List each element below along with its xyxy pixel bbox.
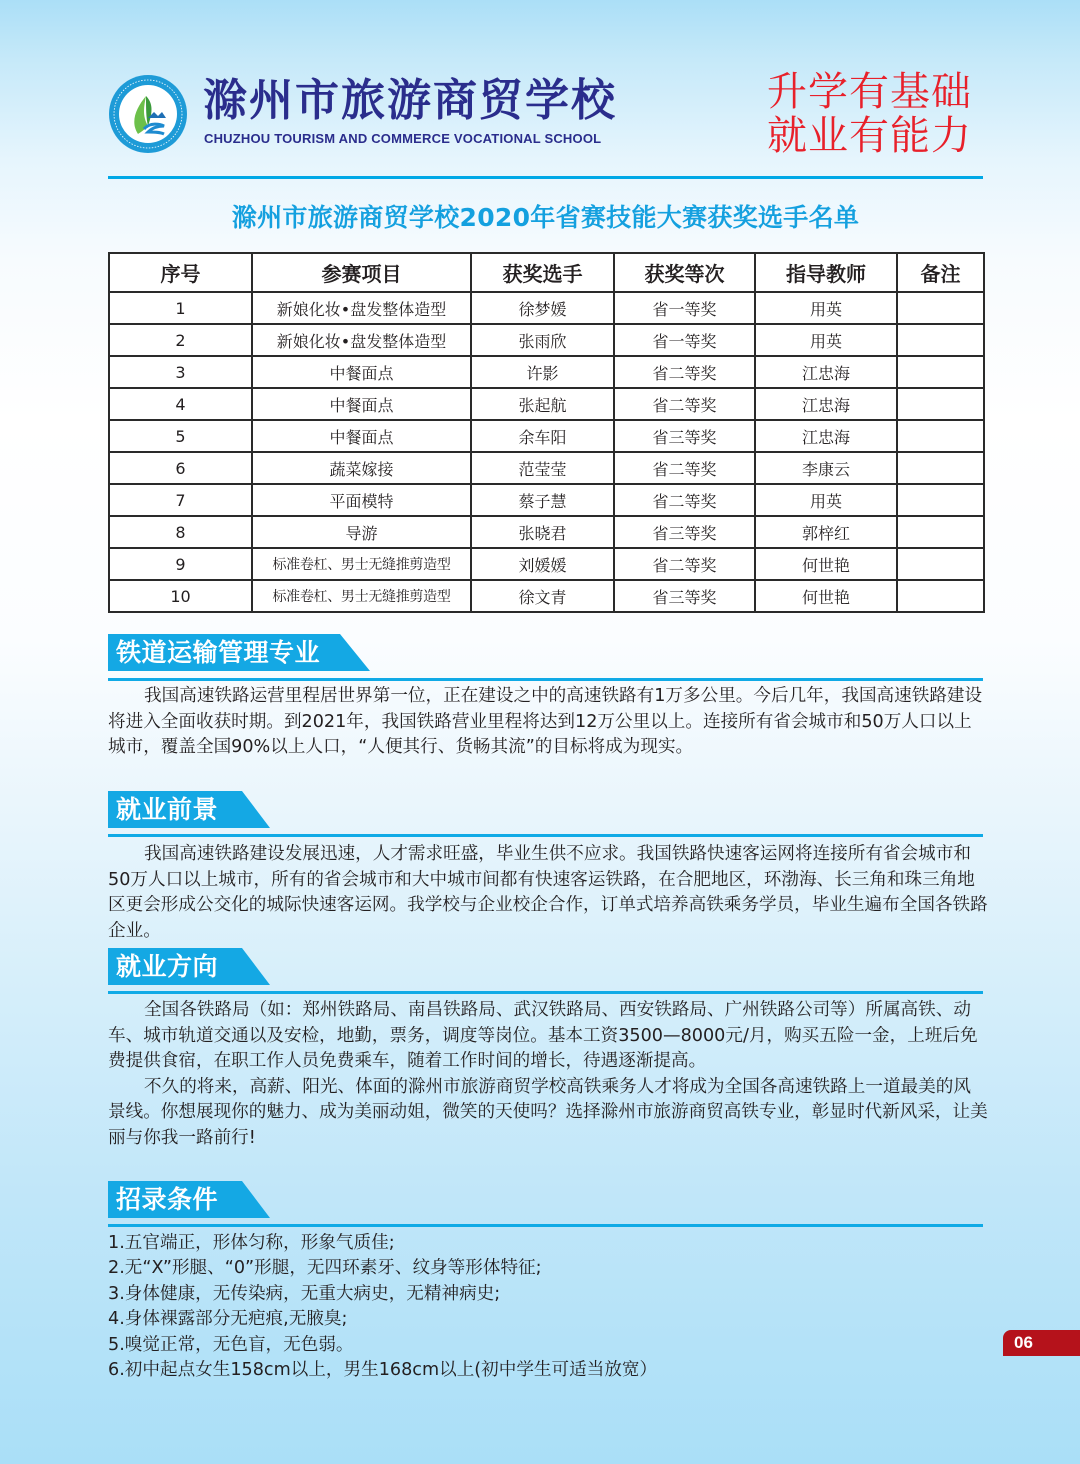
cell-winner: 张雨欣	[471, 324, 614, 356]
cell-event: 标准卷杠、男士无缝推剪造型	[252, 548, 471, 580]
paragraph: 我国高速铁路运营里程居世界第一位，正在建设之中的高速铁路有1万多公里。今后几年，我国高速铁路建设将进入全面收获时期。到2021年，我国铁路营业里程将达到12万公里以上。连接所有省会城市和50万人口以上城市，覆盖全国90%以上人口，“人便其行、货畅其流”的目标将成为现实。	[108, 686, 983, 758]
page-number: 06	[1014, 1333, 1033, 1352]
cell-teacher: 郭梓红	[755, 516, 897, 548]
column-header: 备注	[897, 253, 984, 292]
cell-winner: 张起航	[471, 388, 614, 420]
paragraph: 不久的将来，高薪、阳光、体面的滁州市旅游商贸学校高铁乘务人才将成为全国各高速铁路上一道最美的风景线。你想展现你的魅力、成为美丽动姐，微笑的天使吗？选择滁州市旅游商贸高铁专业，彰显时代新风采，让美丽与你我一路前行!	[108, 1076, 988, 1148]
table-row	[109, 516, 984, 548]
cell-remark	[897, 292, 984, 324]
cell-remark	[897, 484, 984, 516]
cell-award: 省二等奖	[614, 388, 755, 420]
cell-winner: 徐梦媛	[471, 292, 614, 324]
section-body	[108, 998, 988, 1152]
table-row	[109, 580, 984, 612]
cell-teacher: 用英	[755, 484, 897, 516]
section-title: 招录条件	[116, 1185, 219, 1214]
cell-teacher: 用英	[755, 324, 897, 356]
cell-teacher: 江忠海	[755, 420, 897, 452]
requirement-item: 4.身体裸露部分无疤痕,无腋臭;	[108, 1309, 348, 1330]
cell-teacher: 用英	[755, 292, 897, 324]
table-row	[109, 356, 984, 388]
cell-index: 8	[109, 516, 252, 548]
cell-winner: 许影	[471, 356, 614, 388]
cell-remark	[897, 388, 984, 420]
cell-award: 省二等奖	[614, 548, 755, 580]
section-title: 就业方向	[116, 952, 219, 981]
section-body	[108, 684, 988, 761]
cell-winner: 刘媛媛	[471, 548, 614, 580]
cell-index: 6	[109, 452, 252, 484]
cell-remark	[897, 548, 984, 580]
award-table	[108, 252, 985, 613]
column-header: 获奖等次	[614, 253, 755, 292]
cell-remark	[897, 452, 984, 484]
table-row	[109, 452, 984, 484]
table-row	[109, 388, 984, 420]
cell-remark	[897, 356, 984, 388]
slogan-line-1: 升学有基础	[767, 69, 972, 115]
cell-award: 省三等奖	[614, 516, 755, 548]
cell-index: 3	[109, 356, 252, 388]
school-name: 滁州市旅游商贸学校	[203, 75, 617, 126]
cell-award: 省二等奖	[614, 356, 755, 388]
slogan-line-2: 就业有能力	[767, 113, 972, 159]
cell-winner: 范莹莹	[471, 452, 614, 484]
section-title: 铁道运输管理专业	[116, 638, 321, 667]
header-divider	[108, 176, 983, 179]
cell-event: 中餐面点	[252, 420, 471, 452]
requirement-item: 1.五官端正，形体匀称，形象气质佳;	[108, 1233, 395, 1253]
table-row	[109, 548, 984, 580]
requirement-item: 2.无“X”形腿、“0”形腿，无四环素牙、纹身等形体特征;	[108, 1258, 542, 1279]
requirement-item: 3.身体健康，无传染病，无重大病史，无精神病史;	[108, 1283, 501, 1304]
cell-index: 5	[109, 420, 252, 452]
section-divider	[108, 834, 983, 837]
paragraph: 全国各铁路局（如：郑州铁路局、南昌铁路局、武汉铁路局、西安铁路局、广州铁路公司等）所属高铁、动车、城市轨道交通以及安检，地勤，票务，调度等岗位。基本工资3500—8000元/月，购买五险一金，上班后免费提供食宿，在职工作人员免费乘车，随着工作时间的增长，待遇逐渐提高。	[108, 1000, 978, 1072]
cell-remark	[897, 580, 984, 612]
column-header: 参赛项目	[252, 253, 471, 292]
column-header: 指导教师	[755, 253, 897, 292]
table-title: 滁州市旅游商贸学校2020年省赛技能大赛获奖选手名单	[231, 203, 860, 232]
cell-event: 标准卷杠、男士无缝推剪造型	[252, 580, 471, 612]
cell-award: 省三等奖	[614, 420, 755, 452]
cell-winner: 蔡子慧	[471, 484, 614, 516]
requirement-item: 5.嗅觉正常，无色盲，无色弱。	[108, 1334, 354, 1355]
cell-award: 省三等奖	[614, 580, 755, 612]
cell-index: 2	[109, 324, 252, 356]
cell-award: 省一等奖	[614, 292, 755, 324]
table-row	[109, 292, 984, 324]
cell-award: 省一等奖	[614, 324, 755, 356]
cell-teacher: 江忠海	[755, 356, 897, 388]
requirements-list	[108, 1231, 988, 1383]
school-name-english: CHUZHOU TOURISM AND COMMERCE VOCATIONAL SCHOOL	[204, 131, 602, 146]
cell-remark	[897, 324, 984, 356]
cell-index: 7	[109, 484, 252, 516]
cell-index: 9	[109, 548, 252, 580]
cell-winner: 余车阳	[471, 420, 614, 452]
cell-event: 新娘化妆•盘发整体造型	[252, 324, 471, 356]
section-body	[108, 842, 988, 944]
section-divider	[108, 678, 983, 681]
cell-teacher: 江忠海	[755, 388, 897, 420]
cell-winner: 徐文青	[471, 580, 614, 612]
cell-event: 平面模特	[252, 484, 471, 516]
table-row	[109, 484, 984, 516]
paragraph: 我国高速铁路建设发展迅速，人才需求旺盛，毕业生供不应求。我国铁路快速客运网将连接所有省会城市和50万人口以上城市，所有的省会城市和大中城市间都有快速客运铁路，在合肥地区，环渤海、长三角和珠三角地区更会形成公交化的城际快速客运网。我学校与企业校企合作，订单式培养高铁乘务学员，毕业生遍布全国各铁路企业。	[108, 844, 988, 941]
section-divider	[108, 1224, 983, 1227]
requirement-item: 6.初中起点女生158cm以上，男生168cm以上(初中学生可适当放宽）	[108, 1360, 658, 1381]
cell-award: 省二等奖	[614, 452, 755, 484]
cell-event: 中餐面点	[252, 388, 471, 420]
table-row	[109, 324, 984, 356]
cell-index: 10	[109, 580, 252, 612]
cell-event: 新娘化妆•盘发整体造型	[252, 292, 471, 324]
school-emblem-icon	[108, 74, 188, 154]
cell-event: 蔬菜嫁接	[252, 452, 471, 484]
section-divider	[108, 991, 983, 994]
cell-remark	[897, 516, 984, 548]
cell-teacher: 李康云	[755, 452, 897, 484]
cell-remark	[897, 420, 984, 452]
cell-teacher: 何世艳	[755, 548, 897, 580]
section-title: 就业前景	[116, 795, 219, 824]
cell-event: 导游	[252, 516, 471, 548]
cell-award: 省二等奖	[614, 484, 755, 516]
cell-winner: 张晓君	[471, 516, 614, 548]
table-row	[109, 420, 984, 452]
cell-teacher: 何世艳	[755, 580, 897, 612]
cell-index: 1	[109, 292, 252, 324]
cell-event: 中餐面点	[252, 356, 471, 388]
table-header-row	[109, 253, 984, 292]
column-header: 序号	[109, 253, 252, 292]
cell-index: 4	[109, 388, 252, 420]
column-header: 获奖选手	[471, 253, 614, 292]
